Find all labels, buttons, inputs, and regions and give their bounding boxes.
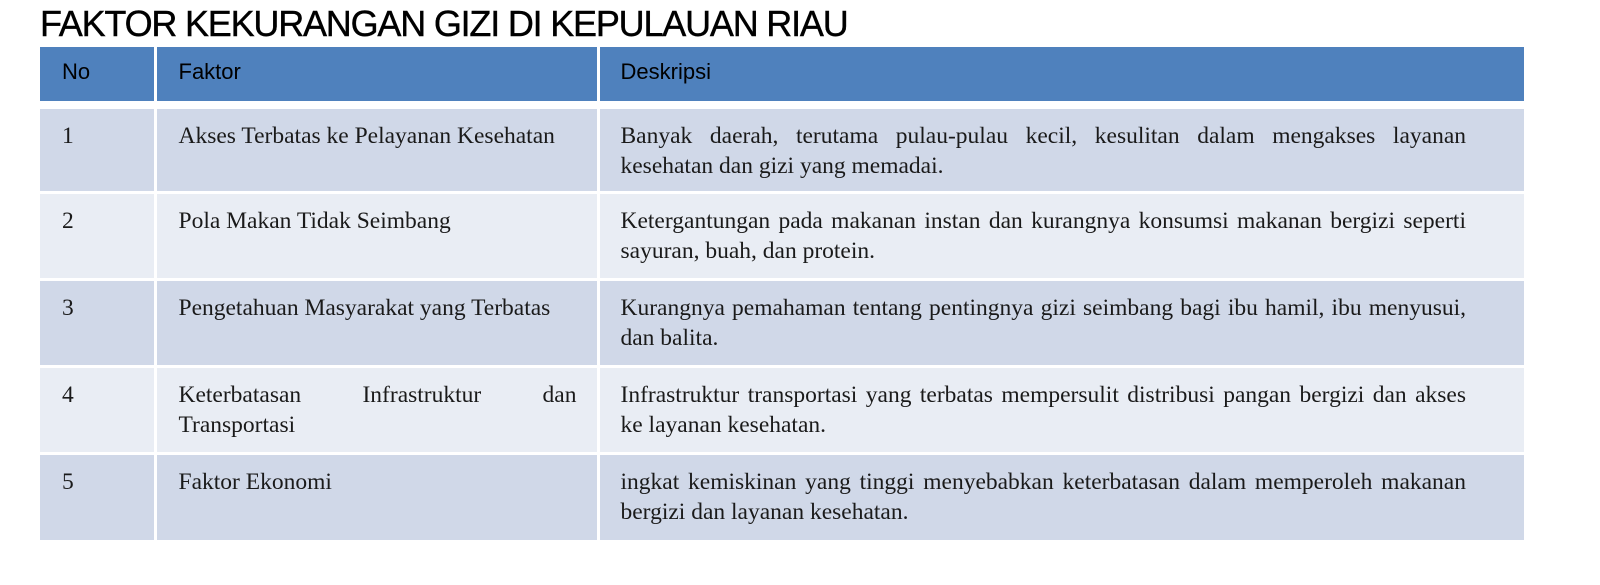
table-row — [40, 105, 1524, 192]
cell-faktor: Pola Makan Tidak Seimbang — [155, 192, 598, 279]
table-row — [40, 453, 1524, 540]
cell-no: 4 — [40, 366, 155, 453]
header-faktor: Faktor — [155, 47, 598, 105]
table-row — [40, 279, 1524, 366]
cell-faktor: Pengetahuan Masyarakat yang Terbatas — [155, 279, 598, 366]
cell-deskripsi: ingkat kemiskinan yang tinggi menyebabkan keterbatasan dalam memperoleh makanan bergizi dan layanan kesehatan. — [598, 453, 1524, 540]
table-row — [40, 192, 1524, 279]
cell-faktor: Faktor Ekonomi — [155, 453, 598, 540]
page-title: FAKTOR KEKURANGAN GIZI DI KEPULAUAN RIAU — [40, 3, 848, 44]
header-row — [40, 47, 1524, 105]
cell-no: 3 — [40, 279, 155, 366]
header-no: No — [40, 47, 155, 105]
cell-no: 2 — [40, 192, 155, 279]
cell-no: 1 — [40, 105, 155, 192]
cell-deskripsi: Banyak daerah, terutama pulau-pulau kecil, kesulitan dalam mengakses layanan kesehatan dan gizi yang memadai. — [598, 105, 1524, 192]
table-row — [40, 366, 1524, 453]
factors-table — [40, 47, 1524, 540]
table-body — [40, 105, 1524, 540]
cell-no: 5 — [40, 453, 155, 540]
factors-table-container — [40, 47, 1524, 540]
header-deskripsi: Deskripsi — [598, 47, 1524, 105]
cell-deskripsi: Ketergantungan pada makanan instan dan kurangnya konsumsi makanan bergizi seperti sayuran, buah, dan protein. — [598, 192, 1524, 279]
cell-faktor: Akses Terbatas ke Pelayanan Kesehatan — [155, 105, 598, 192]
table-header — [40, 47, 1524, 105]
cell-deskripsi: Kurangnya pemahaman tentang pentingnya gizi seimbang bagi ibu hamil, ibu menyusui, dan balita. — [598, 279, 1524, 366]
cell-deskripsi: Infrastruktur transportasi yang terbatas mempersulit distribusi pangan bergizi dan akses ke layanan kesehatan. — [598, 366, 1524, 453]
cell-faktor: Keterbatasan Infrastruktur dan Transportasi — [155, 366, 598, 453]
